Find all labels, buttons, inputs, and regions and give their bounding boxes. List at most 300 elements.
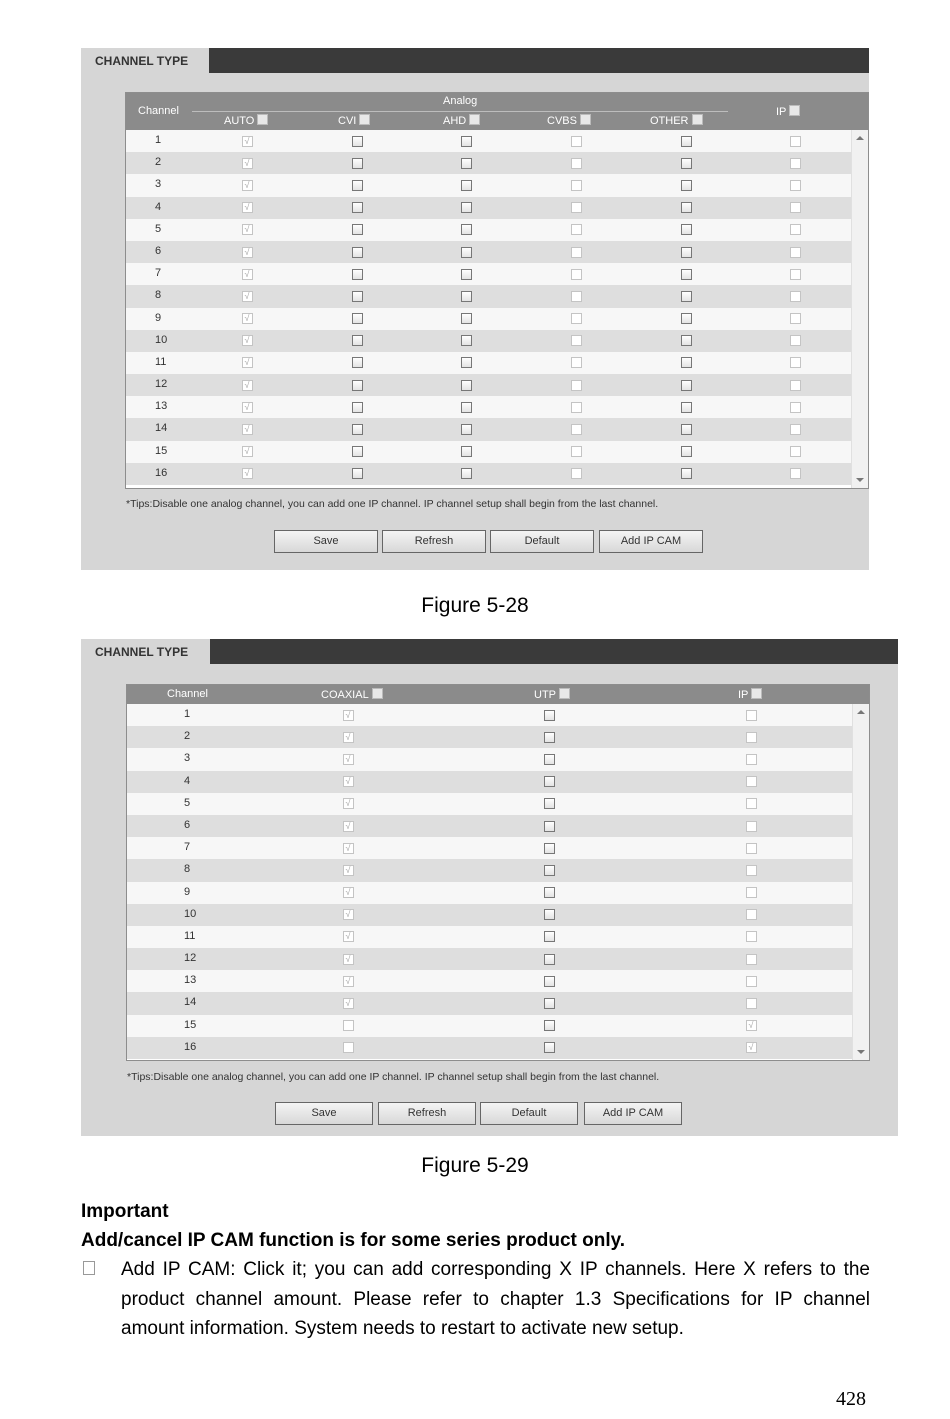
cvi-checkbox[interactable]: [352, 158, 363, 169]
other-checkbox[interactable]: [681, 402, 692, 413]
cvi-checkbox[interactable]: [352, 446, 363, 457]
table-row: [127, 904, 853, 926]
select-all-ahd-checkbox[interactable]: [469, 114, 480, 125]
ip-checkbox[interactable]: [790, 269, 801, 280]
header-ahd-label: AHD: [443, 115, 467, 127]
other-checkbox[interactable]: [681, 468, 692, 479]
cvbs-checkbox[interactable]: [571, 468, 582, 479]
header-auto-label: AUTO: [224, 115, 255, 127]
important-note: Add/cancel IP CAM function is for some series product only.: [81, 1230, 626, 1251]
cvi-checkbox[interactable]: [352, 335, 363, 346]
ip-checkbox[interactable]: [746, 976, 757, 987]
coaxial-cell: [338, 992, 358, 1014]
header-ip-label: IP: [738, 689, 749, 701]
header-utp[interactable]: [534, 688, 570, 701]
table-row: [126, 219, 852, 241]
ip-checkbox[interactable]: [746, 954, 757, 965]
tab-channel-type[interactable]: CHANNEL TYPE: [81, 48, 209, 73]
important-heading: Important: [81, 1201, 169, 1222]
ip-checkbox[interactable]: [746, 798, 757, 809]
ip-checkbox[interactable]: [746, 865, 757, 876]
header-coaxial[interactable]: [321, 688, 383, 701]
table-row: [127, 704, 853, 726]
cvi-cell: [347, 219, 367, 241]
scroll-down-icon[interactable]: [857, 1050, 865, 1054]
ip-cell: [785, 174, 805, 196]
ahd-cell: [456, 263, 476, 285]
cvi-cell: [347, 130, 367, 152]
coaxial-cell: [338, 859, 358, 881]
bullet-icon: [83, 1261, 95, 1275]
other-checkbox[interactable]: [681, 224, 692, 235]
auto-cell: [237, 130, 257, 152]
header-other[interactable]: [650, 114, 703, 127]
refresh-button[interactable]: Refresh: [378, 1102, 476, 1125]
utp-checkbox[interactable]: [544, 931, 555, 942]
ahd-cell: [456, 197, 476, 219]
ip-checkbox[interactable]: [746, 754, 757, 765]
coaxial-cell: [338, 904, 358, 926]
ip-checkbox[interactable]: [746, 776, 757, 787]
auto-checkbox[interactable]: √: [242, 402, 253, 413]
default-button[interactable]: Default: [480, 1102, 578, 1125]
cvbs-checkbox[interactable]: [571, 357, 582, 368]
ip-cell: [741, 882, 761, 904]
coaxial-checkbox[interactable]: √: [343, 798, 354, 809]
ahd-cell: [456, 396, 476, 418]
auto-checkbox[interactable]: √: [242, 313, 253, 324]
channel-number: 14: [184, 996, 197, 1009]
other-checkbox[interactable]: [681, 357, 692, 368]
cvbs-checkbox[interactable]: [571, 136, 582, 147]
utp-checkbox[interactable]: [544, 1042, 555, 1053]
ahd-checkbox[interactable]: [461, 313, 472, 324]
utp-checkbox[interactable]: [544, 821, 555, 832]
channel-number: 7: [184, 841, 191, 854]
channel-number: 1: [155, 134, 162, 146]
tips-text: *Tips:Disable one analog channel, you can add one IP channel. IP channel setup shall begin from the last channel.: [127, 1071, 660, 1083]
save-button[interactable]: Save: [275, 1102, 373, 1125]
utp-checkbox[interactable]: [544, 732, 555, 743]
cvbs-checkbox[interactable]: [571, 158, 582, 169]
auto-checkbox[interactable]: √: [242, 247, 253, 258]
utp-cell: [539, 815, 559, 837]
channel-rows: [127, 704, 853, 1059]
cvi-checkbox[interactable]: [352, 468, 363, 479]
cvi-checkbox[interactable]: [352, 136, 363, 147]
utp-cell: [539, 704, 559, 726]
utp-checkbox[interactable]: [544, 1020, 555, 1031]
ip-cell: [741, 1015, 761, 1037]
cvi-checkbox[interactable]: [352, 424, 363, 435]
ip-checkbox[interactable]: [790, 357, 801, 368]
ip-checkbox[interactable]: [746, 931, 757, 942]
coaxial-checkbox[interactable]: √: [343, 887, 354, 898]
channel-type-table: [125, 92, 869, 489]
cvbs-checkbox[interactable]: [571, 269, 582, 280]
cvbs-cell: [566, 263, 586, 285]
utp-checkbox[interactable]: [544, 887, 555, 898]
ip-cell: [785, 374, 805, 396]
scroll-down-icon[interactable]: [856, 478, 864, 482]
coaxial-checkbox[interactable]: √: [343, 754, 354, 765]
select-all-utp-checkbox[interactable]: [559, 688, 570, 699]
channel-number: 13: [155, 400, 168, 413]
header-ip[interactable]: [776, 105, 800, 118]
utp-cell: [539, 837, 559, 859]
ip-cell: [741, 926, 761, 948]
auto-checkbox[interactable]: √: [242, 380, 253, 391]
ip-checkbox[interactable]: [746, 843, 757, 854]
table-row: [126, 241, 852, 263]
utp-cell: [539, 726, 559, 748]
ip-cell: [785, 152, 805, 174]
table-row: [126, 285, 852, 307]
select-all-cvi-checkbox[interactable]: [359, 114, 370, 125]
ahd-checkbox[interactable]: [461, 158, 472, 169]
ahd-checkbox[interactable]: [461, 291, 472, 302]
auto-cell: [237, 285, 257, 307]
auto-checkbox[interactable]: √: [242, 291, 253, 302]
cvbs-checkbox[interactable]: [571, 446, 582, 457]
select-all-auto-checkbox[interactable]: [257, 114, 268, 125]
channel-type-table: [126, 684, 870, 1061]
ip-cell: [741, 837, 761, 859]
ip-checkbox[interactable]: [790, 424, 801, 435]
table-row: [126, 152, 852, 174]
auto-cell: [237, 330, 257, 352]
ip-checkbox[interactable]: [746, 821, 757, 832]
cvbs-cell: [566, 330, 586, 352]
cvi-cell: [347, 396, 367, 418]
ip-checkbox[interactable]: [746, 710, 757, 721]
auto-cell: [237, 374, 257, 396]
ip-checkbox[interactable]: [790, 291, 801, 302]
channel-number: 2: [155, 156, 162, 169]
ip-cell: [785, 130, 805, 152]
other-checkbox[interactable]: [681, 202, 692, 213]
ip-cell: [741, 793, 761, 815]
other-cell: [676, 285, 696, 307]
auto-checkbox[interactable]: √: [242, 424, 253, 435]
auto-cell: [237, 396, 257, 418]
utp-checkbox[interactable]: [544, 954, 555, 965]
ip-cell: [785, 263, 805, 285]
select-all-cvbs-checkbox[interactable]: [580, 114, 591, 125]
coaxial-checkbox[interactable]: √: [343, 931, 354, 942]
select-all-ip-checkbox[interactable]: [751, 688, 762, 699]
coaxial-cell: [338, 882, 358, 904]
cvi-checkbox[interactable]: [352, 380, 363, 391]
ahd-checkbox[interactable]: [461, 202, 472, 213]
table-row: [127, 926, 853, 948]
ip-checkbox[interactable]: [790, 446, 801, 457]
coaxial-checkbox[interactable]: √: [343, 843, 354, 854]
ip-checkbox[interactable]: [790, 402, 801, 413]
auto-checkbox[interactable]: √: [242, 357, 253, 368]
other-cell: [676, 152, 696, 174]
ip-checkbox[interactable]: [790, 224, 801, 235]
cvbs-checkbox[interactable]: [571, 380, 582, 391]
other-cell: [676, 219, 696, 241]
header-cvbs[interactable]: [547, 114, 591, 127]
header-group-divider: [192, 111, 728, 112]
auto-checkbox[interactable]: √: [242, 202, 253, 213]
ahd-cell: [456, 441, 476, 463]
channel-number: 5: [155, 222, 162, 235]
cvi-cell: [347, 152, 367, 174]
cvbs-cell: [566, 241, 586, 263]
tips-text: *Tips:Disable one analog channel, you can add one IP channel. IP channel setup shall begin from the last channel.: [126, 498, 659, 510]
cvbs-checkbox[interactable]: [571, 247, 582, 258]
ahd-checkbox[interactable]: [461, 269, 472, 280]
cvbs-checkbox[interactable]: [571, 291, 582, 302]
channel-number: 16: [155, 466, 168, 479]
utp-checkbox[interactable]: [544, 843, 555, 854]
ip-cell: [741, 726, 761, 748]
utp-checkbox[interactable]: [544, 754, 555, 765]
table-header: [127, 685, 869, 704]
auto-cell: [237, 219, 257, 241]
ahd-checkbox[interactable]: [461, 424, 472, 435]
cvi-checkbox[interactable]: [352, 357, 363, 368]
auto-checkbox[interactable]: √: [242, 468, 253, 479]
auto-cell: [237, 352, 257, 374]
coaxial-checkbox[interactable]: [343, 1020, 354, 1031]
cvi-checkbox[interactable]: [352, 402, 363, 413]
auto-checkbox[interactable]: √: [242, 446, 253, 457]
ahd-checkbox[interactable]: [461, 468, 472, 479]
ip-checkbox[interactable]: [746, 732, 757, 743]
header-utp-label: UTP: [534, 689, 556, 701]
cvbs-cell: [566, 441, 586, 463]
ip-checkbox[interactable]: √: [746, 1020, 757, 1031]
cvi-cell: [347, 263, 367, 285]
other-checkbox[interactable]: [681, 180, 692, 191]
ahd-checkbox[interactable]: [461, 136, 472, 147]
cvi-cell: [347, 308, 367, 330]
other-checkbox[interactable]: [681, 313, 692, 324]
table-scrollbar[interactable]: [852, 704, 869, 1060]
ahd-checkbox[interactable]: [461, 335, 472, 346]
scroll-up-icon[interactable]: [856, 136, 864, 140]
ip-checkbox[interactable]: √: [746, 1042, 757, 1053]
auto-checkbox[interactable]: √: [242, 180, 253, 191]
cvbs-cell: [566, 352, 586, 374]
cvi-checkbox[interactable]: [352, 224, 363, 235]
table-row: [127, 882, 853, 904]
ahd-checkbox[interactable]: [461, 380, 472, 391]
ip-cell: [785, 219, 805, 241]
cvi-cell: [347, 197, 367, 219]
ip-checkbox[interactable]: [790, 313, 801, 324]
auto-checkbox[interactable]: √: [242, 136, 253, 147]
cvbs-checkbox[interactable]: [571, 202, 582, 213]
ip-checkbox[interactable]: [790, 158, 801, 169]
other-checkbox[interactable]: [681, 158, 692, 169]
other-checkbox[interactable]: [681, 446, 692, 457]
header-cvi[interactable]: [338, 114, 370, 127]
ip-cell: [741, 970, 761, 992]
cvbs-cell: [566, 174, 586, 196]
ip-checkbox[interactable]: [790, 380, 801, 391]
table-row: [126, 130, 852, 152]
ip-checkbox[interactable]: [746, 909, 757, 920]
select-all-coaxial-checkbox[interactable]: [372, 688, 383, 699]
ip-checkbox[interactable]: [746, 998, 757, 1009]
coaxial-cell: [338, 748, 358, 770]
cvbs-checkbox[interactable]: [571, 313, 582, 324]
ip-checkbox[interactable]: [790, 468, 801, 479]
ip-checkbox[interactable]: [790, 247, 801, 258]
table-row: [126, 352, 852, 374]
cvi-checkbox[interactable]: [352, 180, 363, 191]
auto-cell: [237, 152, 257, 174]
utp-cell: [539, 1037, 559, 1059]
table-row: [126, 197, 852, 219]
cvi-checkbox[interactable]: [352, 247, 363, 258]
select-all-ip-checkbox[interactable]: [789, 105, 800, 116]
header-channel: Channel: [138, 105, 179, 117]
scroll-up-icon[interactable]: [857, 710, 865, 714]
other-checkbox[interactable]: [681, 247, 692, 258]
ip-cell: [785, 285, 805, 307]
add-ip-cam-button[interactable]: Add IP CAM: [599, 530, 703, 553]
utp-checkbox[interactable]: [544, 710, 555, 721]
channel-number: 2: [184, 730, 191, 743]
utp-cell: [539, 771, 559, 793]
auto-checkbox[interactable]: √: [242, 269, 253, 280]
table-row: [127, 948, 853, 970]
channel-number: 8: [155, 289, 162, 302]
utp-cell: [539, 1015, 559, 1037]
ahd-checkbox[interactable]: [461, 402, 472, 413]
other-cell: [676, 374, 696, 396]
header-ip[interactable]: [738, 688, 762, 701]
table-row: [127, 859, 853, 881]
coaxial-checkbox[interactable]: √: [343, 976, 354, 987]
cvi-checkbox[interactable]: [352, 291, 363, 302]
ip-cell: [741, 704, 761, 726]
utp-cell: [539, 970, 559, 992]
other-cell: [676, 308, 696, 330]
table-scrollbar[interactable]: [851, 130, 868, 488]
other-checkbox[interactable]: [681, 136, 692, 147]
channel-type-panel-analog: [81, 48, 869, 570]
auto-checkbox[interactable]: √: [242, 158, 253, 169]
ahd-cell: [456, 418, 476, 440]
utp-cell: [539, 882, 559, 904]
other-checkbox[interactable]: [681, 269, 692, 280]
coaxial-checkbox[interactable]: √: [343, 776, 354, 787]
coaxial-checkbox[interactable]: √: [343, 732, 354, 743]
coaxial-checkbox[interactable]: [343, 1042, 354, 1053]
utp-checkbox[interactable]: [544, 865, 555, 876]
ahd-cell: [456, 241, 476, 263]
other-cell: [676, 418, 696, 440]
other-cell: [676, 352, 696, 374]
auto-checkbox[interactable]: √: [242, 335, 253, 346]
save-button[interactable]: Save: [274, 530, 378, 553]
table-row: [126, 308, 852, 330]
other-cell: [676, 130, 696, 152]
other-checkbox[interactable]: [681, 335, 692, 346]
channel-number: 11: [184, 929, 196, 942]
auto-cell: [237, 174, 257, 196]
refresh-button[interactable]: Refresh: [382, 530, 486, 553]
default-button[interactable]: Default: [490, 530, 594, 553]
channel-number: 16: [184, 1040, 197, 1053]
utp-cell: [539, 793, 559, 815]
cvi-checkbox[interactable]: [352, 202, 363, 213]
ip-checkbox[interactable]: [790, 136, 801, 147]
coaxial-checkbox[interactable]: √: [343, 909, 354, 920]
table-row: [126, 374, 852, 396]
auto-checkbox[interactable]: √: [242, 224, 253, 235]
cvbs-checkbox[interactable]: [571, 424, 582, 435]
cvi-checkbox[interactable]: [352, 269, 363, 280]
coaxial-checkbox[interactable]: √: [343, 710, 354, 721]
other-checkbox[interactable]: [681, 380, 692, 391]
utp-checkbox[interactable]: [544, 998, 555, 1009]
coaxial-cell: [338, 926, 358, 948]
ahd-checkbox[interactable]: [461, 446, 472, 457]
coaxial-checkbox[interactable]: √: [343, 865, 354, 876]
cvi-cell: [347, 418, 367, 440]
utp-checkbox[interactable]: [544, 909, 555, 920]
coaxial-cell: [338, 815, 358, 837]
coaxial-checkbox[interactable]: √: [343, 954, 354, 965]
cvbs-checkbox[interactable]: [571, 180, 582, 191]
ahd-checkbox[interactable]: [461, 180, 472, 191]
ahd-checkbox[interactable]: [461, 247, 472, 258]
coaxial-cell: [338, 1037, 358, 1059]
utp-checkbox[interactable]: [544, 976, 555, 987]
tab-channel-type[interactable]: CHANNEL TYPE: [81, 639, 210, 664]
add-ip-cam-button[interactable]: Add IP CAM: [584, 1102, 682, 1125]
cvi-cell: [347, 174, 367, 196]
cvbs-checkbox[interactable]: [571, 402, 582, 413]
channel-number: 1: [184, 708, 191, 720]
utp-cell: [539, 926, 559, 948]
other-checkbox[interactable]: [681, 291, 692, 302]
ip-checkbox[interactable]: [790, 202, 801, 213]
cvbs-checkbox[interactable]: [571, 224, 582, 235]
ip-cell: [741, 1037, 761, 1059]
utp-checkbox[interactable]: [544, 776, 555, 787]
table-row: [126, 441, 852, 463]
ahd-checkbox[interactable]: [461, 224, 472, 235]
header-auto[interactable]: [224, 114, 268, 127]
channel-number: 3: [155, 178, 162, 191]
select-all-other-checkbox[interactable]: [692, 114, 703, 125]
cvi-checkbox[interactable]: [352, 313, 363, 324]
header-ahd[interactable]: [443, 114, 480, 127]
coaxial-checkbox[interactable]: √: [343, 821, 354, 832]
ip-checkbox[interactable]: [746, 887, 757, 898]
ahd-checkbox[interactable]: [461, 357, 472, 368]
table-row: [126, 463, 852, 485]
channel-number: 11: [155, 355, 167, 368]
coaxial-checkbox[interactable]: √: [343, 998, 354, 1009]
cvi-cell: [347, 352, 367, 374]
ip-checkbox[interactable]: [790, 180, 801, 191]
ip-checkbox[interactable]: [790, 335, 801, 346]
cvbs-checkbox[interactable]: [571, 335, 582, 346]
utp-checkbox[interactable]: [544, 798, 555, 809]
ip-cell: [741, 748, 761, 770]
other-checkbox[interactable]: [681, 424, 692, 435]
